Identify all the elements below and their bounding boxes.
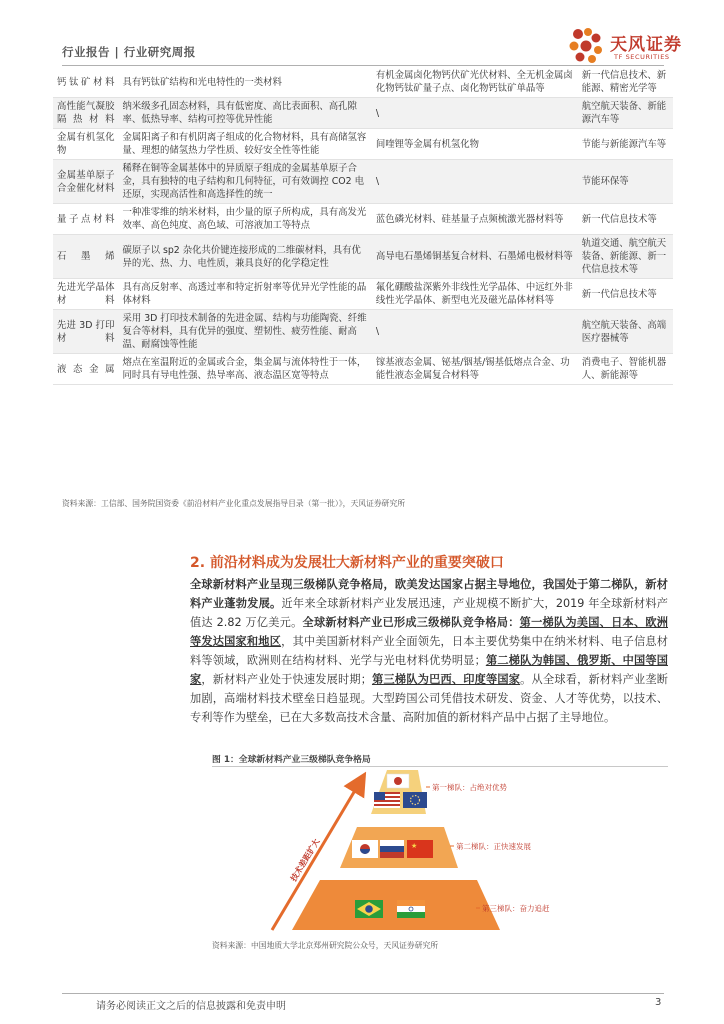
flag-usa-icon [374, 792, 400, 808]
material-products-cell: 有机金属卤化物钙伏矿光伏材料、全无机金属卤化物钙钛矿量子点、卤化物钙钛矿单晶等 [372, 67, 578, 98]
table-source: 资料来源：工信部、国务院国资委《前沿材料产业化重点发展指导目录（第一批）》，天风证券研究所 [62, 499, 406, 508]
material-name-cell: 先进光学晶体材料 [53, 279, 118, 310]
footer-disclaimer: 请务必阅读正文之后的信息披露和免责申明 [96, 1001, 286, 1012]
material-applications-cell: 节能环保等 [578, 160, 673, 204]
material-applications-cell: 轨道交通、航空航天装备、新能源、新一代信息技术等 [578, 235, 673, 279]
material-products-cell: 高导电石墨烯铜基复合材料、石墨烯电极材料等 [372, 235, 578, 279]
flag-korea-icon [352, 840, 378, 858]
tier2-label: 第二梯队：正快速发展 [456, 842, 531, 851]
svg-text:★: ★ [411, 842, 418, 850]
flag-india-icon [397, 900, 425, 918]
table-row [53, 235, 673, 279]
material-description-cell: 熔点在室温附近的金属或合金，集金属与流体特性于一体，同时具有导电性强、热导率高、液态温区宽等特点 [118, 354, 371, 385]
logo-english: TF SECURITIES [614, 53, 670, 61]
material-products-cell: 间喹锂等金属有机氢化物 [372, 129, 578, 160]
para-tier2: 第二梯队为韩国、俄罗斯、中国等国家 [190, 654, 668, 686]
table-row [53, 98, 673, 129]
material-name-cell: 液态金属 [53, 354, 118, 385]
table-row [53, 354, 673, 385]
material-description-cell: 具有高反射率、高透过率和特定折射率等优异光学性能的晶体材料 [118, 279, 371, 310]
para-text-3: ，新材料产业处于快速发展时期； [201, 673, 372, 686]
header-divider [62, 65, 664, 66]
logo-icon [566, 24, 608, 66]
tier3-layer [292, 880, 500, 930]
material-products-cell: 蓝色磷光材料、硅基量子点频梳激光器材料等 [372, 204, 578, 235]
material-name-cell: 金属有机氢化物 [53, 129, 118, 160]
material-description-cell: 一种准零维的纳米材料，由少量的原子所构成，具有高发光效率、高色纯度、高色域、可溶液加工等特点 [118, 204, 371, 235]
material-description-cell: 纳米级多孔固态材料，具有低密度、高比表面积、高孔隙率、低热导率、结构可控等优异性能 [118, 98, 371, 129]
gap-arrow-label: 技术差距扩大 [288, 837, 322, 884]
flag-japan-icon [387, 774, 409, 788]
materials-table [53, 67, 673, 385]
material-name-cell: 金属基单原子合金催化材料 [53, 160, 118, 204]
table-row [53, 204, 673, 235]
para-tier1: 第一梯队为美国、日本、欧洲等发达国家和地区 [190, 616, 668, 648]
material-applications-cell: 新一代信息技术等 [578, 279, 673, 310]
footer-divider [62, 993, 664, 994]
table-row [53, 129, 673, 160]
figure-title: 图 1：全球新材料产业三级梯队竞争格局 [212, 755, 371, 765]
material-applications-cell: 新一代信息技术、新能源、精密光学等 [578, 67, 673, 98]
para-tier3: 第三梯队为巴西、印度等国家 [371, 673, 521, 686]
material-products-cell: \ [372, 310, 578, 354]
logo-name: 天风证券 [610, 35, 682, 55]
material-name-cell: 高性能气凝胶隔热材料 [53, 98, 118, 129]
figure-source: 资料来源：中国地质大学北京郑州研究院公众号，天风证券研究所 [212, 941, 439, 950]
material-applications-cell: 新一代信息技术等 [578, 204, 673, 235]
material-name-cell: 石墨烯 [53, 235, 118, 279]
tier3-label: 第三梯队：奋力追赶 [482, 904, 550, 913]
material-description-cell: 采用 3D 打印技术制备的先进金属、结构与功能陶瓷、纤维复合等材料，具有优异的强度、塑韧性、疲劳性能、耐高温、耐腐蚀等性能 [118, 310, 371, 354]
material-name-cell: 钙钛矿材料 [53, 67, 118, 98]
material-products-cell: 氟化硼酸盐深紫外非线性光学晶体、中远红外非线性光学晶体、新型电光及磁光晶体材料等 [372, 279, 578, 310]
para-lead: 全球新材料产业呈现三级梯队竞争格局，欧美发达国家占据主导地位，我国处于第二梯队，新材料产业蓬勃发展。 [190, 578, 668, 610]
tier-pyramid-figure [212, 770, 668, 935]
table-row [53, 310, 673, 354]
table-row [53, 279, 673, 310]
section-title: 2. 前沿材料成为发展壮大新材料产业的重要突破口 [190, 555, 504, 571]
material-applications-cell: 节能与新能源汽车等 [578, 129, 673, 160]
flag-eu-icon [403, 792, 427, 808]
para-text-2: ，其中美国新材料产业全面领先，日本主要优势集中在纳米材料、电子信息材料等领域，欧洲则在结构材料、光学与光电材料优势明显； [190, 635, 668, 667]
flag-china-icon [407, 840, 433, 858]
material-name-cell: 量子点材料 [53, 204, 118, 235]
header-report-type: 行业报告 | 行业研究周报 [62, 45, 196, 59]
para-text-4: 。从全球看，新材料产业垄断加剧，高端材料技术壁垒日趋显现。大型跨国公司凭借技术研发、资金、人才等优势，以技术、专利等作为壁垒，已在大多数高技术含量、高附加值的新材料产品中占据了主导地位。 [190, 673, 668, 724]
flag-russia-icon [380, 840, 404, 858]
table-row [53, 160, 673, 204]
material-products-cell: 镓基液态金属、铋基/铟基/锡基低熔点合金、功能性液态金属复合材料等 [372, 354, 578, 385]
material-description-cell: 稀释在铜等金属基体中的异质原子组成的金属基单原子合金，具有独特的电子结构和几何特征，可有效调控 CO2 电还原，实现高活性和高选择性的统一 [118, 160, 371, 204]
material-products-cell: \ [372, 160, 578, 204]
material-name-cell: 先进 3D 打印材料 [53, 310, 118, 354]
material-applications-cell: 消费电子、智能机器人、新能源等 [578, 354, 673, 385]
page-number: 3 [655, 997, 662, 1008]
material-description-cell: 金属阳离子和有机阴离子组成的化合物材料，具有高储氢容量、理想的储氢热力学性质、较好安全性等性能 [118, 129, 371, 160]
section-paragraph [190, 575, 668, 727]
tier1-label: 第一梯队：占绝对优势 [432, 783, 507, 792]
material-description-cell: 具有钙钛矿结构和光电特性的一类材料 [118, 67, 371, 98]
material-applications-cell: 航空航天装备、新能源汽车等 [578, 98, 673, 129]
figure-divider [212, 766, 668, 767]
para-bold-2: 全球新材料产业已形成三级梯队竞争格局： [302, 616, 520, 629]
flag-brazil-icon [355, 900, 383, 918]
para-text-1: 近年来全球新材料产业发展迅速，产业规模不断扩大，2019 年全球新材料产值达 2.82 万亿美元。 [190, 597, 668, 629]
logo [566, 24, 696, 66]
material-applications-cell: 航空航天装备、高端医疗器械等 [578, 310, 673, 354]
material-description-cell: 碳原子以 sp2 杂化共价键连接形成的二维碳材料，具有优异的光、热、力、电性质，兼具良好的化学稳定性 [118, 235, 371, 279]
material-products-cell: \ [372, 98, 578, 129]
table-row [53, 67, 673, 98]
